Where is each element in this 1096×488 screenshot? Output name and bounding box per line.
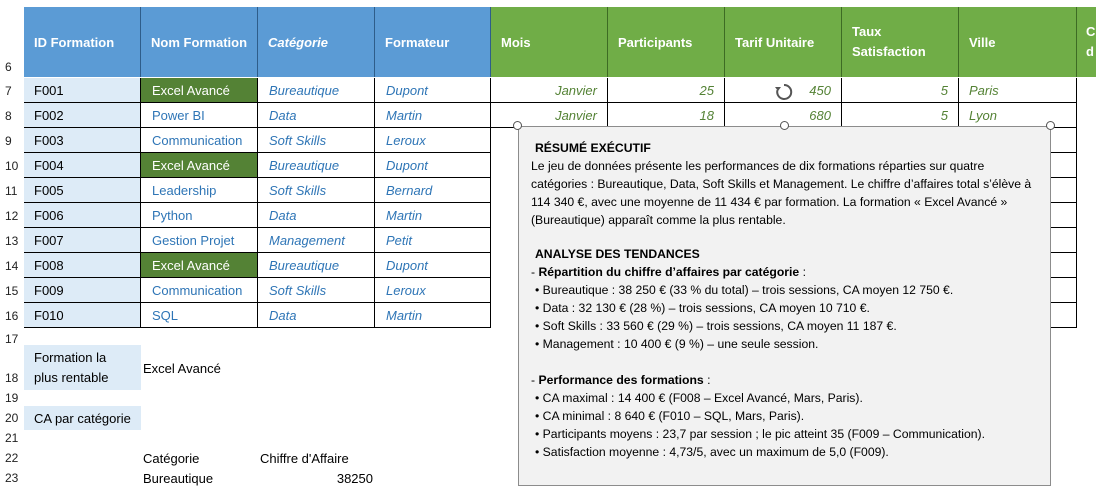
cell-formateur[interactable]: Martin [375,203,491,228]
header-taux-satisfaction[interactable]: Taux Satisfaction [842,7,959,77]
cell-formateur[interactable]: Dupont [375,153,491,178]
textbox-bullet-text: Participants moyens : 23,7 par session ; le pic atteint 35 (F009 – Communication). [542,427,986,441]
cell-id-formation[interactable]: F003 [24,128,141,153]
row-number-23[interactable]: 23 [5,471,19,485]
cell-nom-formation[interactable]: Communication [141,128,258,153]
textbox-bullet: • Participants moyens : 23,7 par session ; le pic atteint 35 (F009 – Communication). [535,427,986,441]
cell-mois-f002[interactable]: Janvier [491,103,608,128]
cell-blank-right[interactable] [1051,178,1077,203]
textbox-bullet-text: CA minimal : 8 640 € (F010 – SQL, Mars, Paris). [542,409,805,423]
cell-nom-formation[interactable]: Communication [141,278,258,303]
row-number-12[interactable]: 12 [5,209,19,223]
resize-handle-top-right[interactable] [1046,121,1055,130]
executive-summary-textbox[interactable] [518,126,1051,486]
cell-formateur[interactable]: Leroux [375,128,491,153]
row-number-6[interactable]: 6 [5,60,12,74]
textbox-bullet: • Soft Skills : 33 560 € (29 %) – trois sessions, CA moyen 11 187 €. [535,319,897,333]
table-cell-bureautique-value[interactable]: 38250 [336,470,373,486]
label-formation-plus-rentable[interactable] [24,345,141,390]
row-number-16[interactable]: 16 [5,309,19,323]
row-number-14[interactable]: 14 [5,259,19,273]
cell-participants-f002[interactable]: 18 [608,103,725,128]
textbox-bullet: • Satisfaction moyenne : 4,73/5, avec un maximum de 5,0 (F009). [535,445,889,459]
textbox-bullet-text: Data : 32 130 € (28 %) – trois sessions, CA moyen 10 710 €. [542,301,870,315]
cell-blank-right[interactable] [1051,153,1077,178]
textbox-section-repartition: - Répartition du chiffre d’affaires par catégorie : [531,265,806,279]
textbox-bullet-text: Bureautique : 38 250 € (33 % du total) – trois sessions, CA moyen 12 750 €. [542,283,954,297]
row-number-20[interactable]: 20 [5,411,19,425]
cell-nom-formation[interactable]: Excel Avancé [141,153,258,178]
cell-mois-f001[interactable]: Janvier [491,78,608,103]
cell-categorie[interactable]: Soft Skills [258,278,375,303]
textbox-section-performance: - Performance des formations : [531,373,711,387]
cell-taux-f002[interactable]: 5 [842,103,959,128]
cell-id-formation[interactable]: F006 [24,203,141,228]
table-cell-bureautique[interactable]: Bureautique [143,470,214,486]
row-number-11[interactable]: 11 [5,184,18,198]
resize-handle-top-middle[interactable] [780,121,789,130]
header-nom-formation[interactable]: Nom Formation [141,7,258,77]
row-number-10[interactable]: 10 [5,159,19,173]
cell-categorie[interactable]: Soft Skills [258,178,375,203]
textbox-bullet-text: Soft Skills : 33 560 € (29 %) – trois sessions, CA moyen 11 187 €. [542,319,897,333]
cell-nom-formation[interactable]: Excel Avancé [141,253,258,278]
textbox-bullet: • Data : 32 130 € (28 %) – trois sessions, CA moyen 10 710 €. [535,301,870,315]
cell-nom-formation[interactable]: Power BI [141,103,258,128]
row-number-21[interactable]: 21 [5,431,19,445]
cell-blank-right[interactable] [1051,278,1077,303]
cell-participants-f001[interactable]: 25 [608,78,725,103]
cell-tarif-f001[interactable]: 450 [725,78,842,103]
cell-blank-right[interactable] [1051,253,1077,278]
header-mois[interactable]: Mois [491,7,608,77]
cell-categorie[interactable]: Bureautique [258,153,375,178]
textbox-section-performance-title: Performance des formations [538,373,704,387]
cell-blank-right[interactable] [1051,203,1077,228]
textbox-title-resume: RÉSUMÉ EXÉCUTIF [535,141,651,155]
table-head-chiffre-affaire[interactable]: Chiffre d'Affaire [260,450,349,466]
cell-formateur[interactable]: Leroux [375,278,491,303]
row-number-22[interactable]: 22 [5,451,19,465]
cell-id-formation[interactable]: F010 [24,303,141,328]
cell-id-formation[interactable]: F004 [24,153,141,178]
cell-id-formation[interactable]: F008 [24,253,141,278]
header-ville[interactable]: Ville [959,7,1077,77]
textbox-section-repartition-title: Répartition du chiffre d’affaires par catégorie [538,265,800,279]
textbox-title-analyse: ANALYSE DES TENDANCES [535,247,700,261]
cell-ville-f001[interactable]: Paris [959,78,1077,103]
cell-categorie[interactable]: Bureautique [258,78,375,103]
value-formation-plus-rentable[interactable]: Excel Avancé [143,360,221,376]
textbox-bullet: • Management : 10 400 € (9 %) – une seule session. [535,337,819,351]
cell-blank-right[interactable] [1051,128,1077,153]
cell-id-formation[interactable]: F002 [24,103,141,128]
cell-nom-formation[interactable]: Leadership [141,178,258,203]
table-head-categorie[interactable]: Catégorie [143,450,200,466]
cell-id-formation[interactable]: F005 [24,178,141,203]
cell-categorie[interactable]: Management [258,228,375,253]
header-categorie[interactable]: Catégorie [258,7,375,77]
textbox-bullet: • Bureautique : 38 250 € (33 % du total) – trois sessions, CA moyen 12 750 €. [535,283,954,297]
rotate-handle-icon[interactable] [774,82,794,102]
cell-categorie[interactable]: Data [258,103,375,128]
resize-handle-top-left[interactable] [513,121,522,130]
label-line-2: plus rentable [34,370,109,385]
row-number-13[interactable]: 13 [5,234,19,248]
header-tarif-unitaire[interactable]: Tarif Unitaire [725,7,842,77]
textbox-bullet-text: CA maximal : 14 400 € (F008 – Excel Avancé, Mars, Paris). [542,391,863,405]
textbox-bullet-text: Satisfaction moyenne : 4,73/5, avec un maximum de 5,0 (F009). [542,445,889,459]
row-number-19[interactable]: 19 [5,391,19,405]
cell-categorie[interactable]: Data [258,303,375,328]
label-ca-par-categorie[interactable]: CA par catégorie [24,406,141,430]
cell-formateur[interactable]: Bernard [375,178,491,203]
cell-nom-formation[interactable]: Excel Avancé [141,78,258,103]
cell-id-formation[interactable]: F007 [24,228,141,253]
cell-blank-right[interactable] [1051,228,1077,253]
cell-categorie[interactable]: Bureautique [258,253,375,278]
row-number-15[interactable]: 15 [5,284,19,298]
header-formateur[interactable]: Formateur [375,7,491,77]
cell-formateur[interactable]: Dupont [375,253,491,278]
textbox-bullet-text: Management : 10 400 € (9 %) – une seule session. [542,337,819,351]
header-cut-column[interactable]: C d [1077,7,1096,77]
cell-taux-f001[interactable]: 5 [842,78,959,103]
cell-categorie[interactable]: Soft Skills [258,128,375,153]
header-participants[interactable]: Participants [608,7,725,77]
row-number-17[interactable]: 17 [5,332,19,346]
cell-ville-f002[interactable]: Lyon [959,103,1077,128]
row-number-9[interactable]: 9 [5,134,12,148]
label-line-1: Formation la [34,350,107,365]
cell-id-formation[interactable]: F001 [24,78,141,103]
cell-nom-formation[interactable]: Python [141,203,258,228]
row-number-8[interactable]: 8 [5,109,12,123]
textbox-bullet: • CA minimal : 8 640 € (F010 – SQL, Mars, Paris). [535,409,805,423]
cell-formateur[interactable]: Martin [375,103,491,128]
row-number-18[interactable]: 18 [5,371,19,385]
cell-tarif-f002[interactable]: 680 [725,103,842,128]
row-number-7[interactable]: 7 [5,84,12,98]
cell-blank-right[interactable] [1051,303,1077,328]
textbox-paragraph-summary: Le jeu de données présente les performances de dix formations réparties sur quatre catégories : Bureautique, Data, Soft Skills et Management. Le chiffre d’affaires total s’élève à 114 340 €, avec une moyenne de 11 434 € par formation. La formation « Excel Avancé » (Bureautique) apparaît comme la plus rentable. [531,159,1032,227]
cell-formateur[interactable]: Petit [375,228,491,253]
textbox-bullet: • CA maximal : 14 400 € (F008 – Excel Avancé, Mars, Paris). [535,391,863,405]
cell-nom-formation[interactable]: SQL [141,303,258,328]
header-id-formation[interactable]: ID Formation [24,7,141,77]
cell-formateur[interactable]: Martin [375,303,491,328]
cell-nom-formation[interactable]: Gestion Projet [141,228,258,253]
cell-formateur[interactable]: Dupont [375,78,491,103]
cell-categorie[interactable]: Data [258,203,375,228]
cell-id-formation[interactable]: F009 [24,278,141,303]
